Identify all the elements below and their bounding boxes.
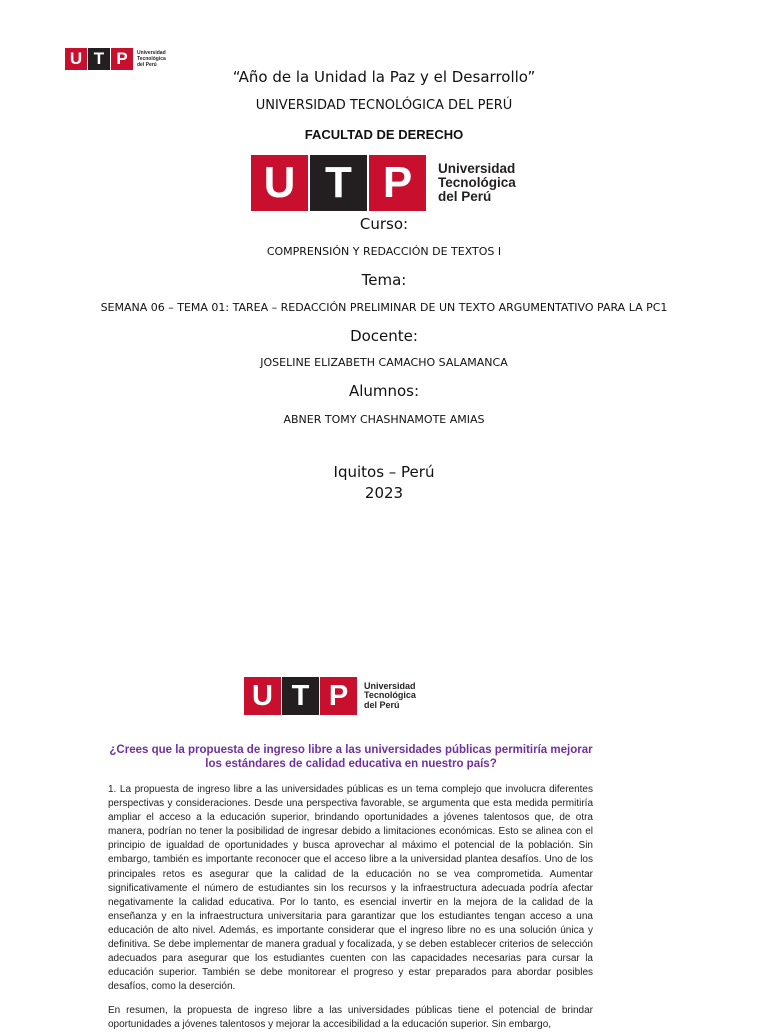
course-label: Curso: <box>359 215 409 233</box>
logo-wordmark <box>137 50 166 68</box>
year-motto: “Año de la Unidad la Paz y el Desarrollo” <box>232 68 536 86</box>
year: 2023 <box>364 484 404 502</box>
logo-text-line-1: Universidad <box>364 680 416 691</box>
logo-letter-p: P <box>320 677 357 715</box>
logo-letter-u: U <box>251 155 308 211</box>
topic-value: SEMANA 06 – TEMA 01: TAREA – REDACCIÓN PRELIMINAR DE UN TEXTO ARGUMENTATIVO PARA LA PC1 <box>100 301 668 314</box>
utp-logo-large <box>251 155 516 211</box>
logo-letter-t: T <box>282 677 319 715</box>
essay-paragraph-1: 1. La propuesta de ingreso libre a las universidades públicas es un tema complejo que involucra diferentes perspectivas y consideraciones. Desde una perspectiva favorable, se argumenta que esta medida permitiría ampliar el acceso a la educación superior, brindando oportunidades a jóvenes talentosos que, de otra manera, podrían no tener la posibilidad de ingresar debido a limitaciones económicas. Esto se alinea con el principio de igualdad de oportunidades y busca aprovechar al máximo el potencial de la población. Sin embargo, también es importante reconocer que el acceso libre a la universidad plantea desafíos. Uno de los principales retos es asegurar que la calidad de la educación no se vea comprometida. Aumentar significativamente el número de estudiantes sin los recursos y la infraestructura adecuada podría afectar negativamente la calidad educativa. Por lo tanto, es esencial invertir en la mejora de la calidad de la enseñanza y en la infraestructura universitaria para garantizar que los estudiantes tengan acceso a una educación de alto nivel. Además, es importante considerar que el ingreso libre no es una solución única y definitiva. Se debe implementar de manera gradual y focalizada, y se deben establecer criterios de selección adecuados para asegurar que los estudiantes cuenten con las capacidades necesarias para cursar la educación superior. También se debe monitorear el progreso y estar preparados para abordar posibles desafíos, como la deserción. <box>108 784 593 993</box>
utp-logo-small <box>65 48 166 70</box>
utp-logo-medium <box>244 677 416 715</box>
logo-wordmark <box>364 682 416 711</box>
course-value: COMPRENSIÓN Y REDACCIÓN DE TEXTOS I <box>266 245 502 258</box>
logo-text-line-1: Universidad <box>438 161 516 176</box>
teacher-label: Docente: <box>350 327 418 345</box>
logo-text-line-2: Tecnológica <box>137 56 166 62</box>
students-label: Alumnos: <box>348 382 420 400</box>
city: Iquitos – Perú <box>333 463 435 481</box>
teacher-value: JOSELINE ELIZABETH CAMACHO SALAMANCA <box>260 356 508 369</box>
students-value: ABNER TOMY CHASHNAMOTE AMIAS <box>283 413 485 426</box>
logo-text-line-1: Universidad <box>137 50 166 56</box>
faculty-name: FACULTAD DE DERECHO <box>304 127 464 142</box>
logo-letter-t: T <box>310 155 367 211</box>
logo-wordmark <box>438 162 516 204</box>
logo-text-line-3: del Perú <box>137 62 157 68</box>
logo-text-line-3: del Perú <box>438 189 492 204</box>
university-name: UNIVERSIDAD TECNOLÓGICA DEL PERÚ <box>255 98 513 113</box>
logo-letter-p: P <box>369 155 426 211</box>
essay-paragraph-2: En resumen, la propuesta de ingreso libre a las universidades públicas tiene el potencial de brindar oportunidades a jóvenes talentosos y mejorar la accesibilidad a la educación superior. Sin embargo, <box>108 1005 593 1031</box>
logo-text-line-3: del Perú <box>364 699 400 710</box>
logo-letter-t: T <box>88 48 110 70</box>
essay-question: ¿Crees que la propuesta de ingreso libre a las universidades públicas permitiría mejorar los estándares de calidad educativa en nuestro país? <box>109 744 593 770</box>
topic-label: Tema: <box>361 271 407 289</box>
logo-letter-u: U <box>244 677 281 715</box>
logo-letter-u: U <box>65 48 87 70</box>
logo-text-line-2: Tecnológica <box>438 175 516 190</box>
logo-letter-p: P <box>111 48 133 70</box>
logo-text-line-2: Tecnológica <box>364 690 416 701</box>
